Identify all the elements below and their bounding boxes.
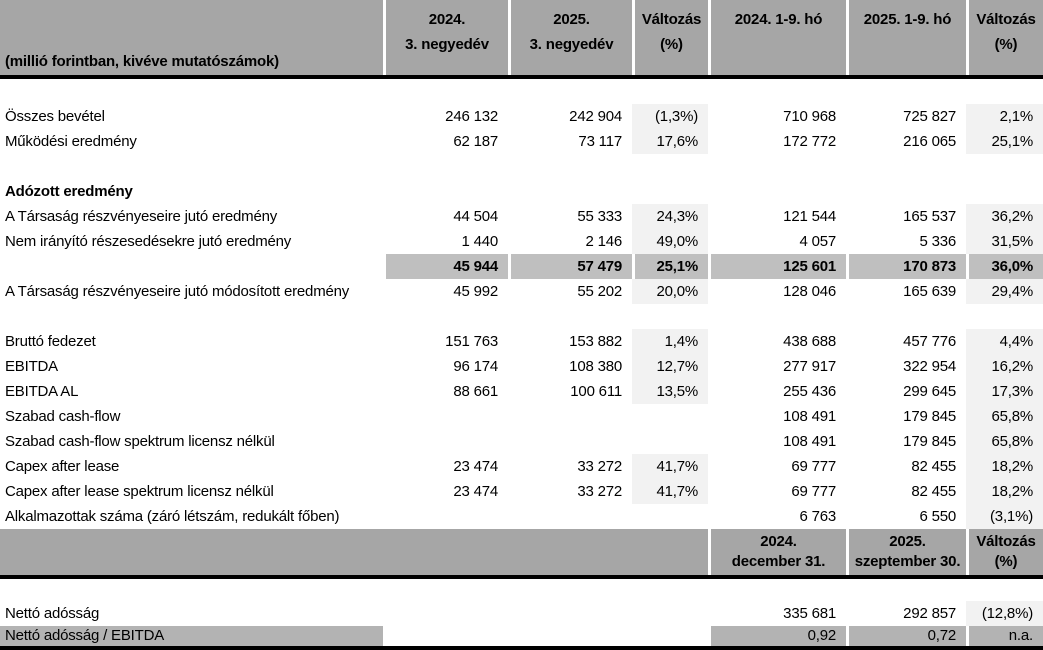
value-cell: n.a. <box>966 626 1043 646</box>
value-cell: 335 681 <box>783 605 836 622</box>
value-cell: 6 550 <box>919 508 956 525</box>
value-cell: (12,8%) <box>966 601 1043 626</box>
value-cell: 65,8% <box>966 404 1043 429</box>
value-cell: 108 380 <box>569 358 622 375</box>
value-cell: 82 455 <box>911 458 956 475</box>
column-header-2024-dec31 <box>708 529 846 575</box>
table-row <box>0 204 1043 229</box>
value-cell: 1 440 <box>461 233 498 250</box>
column-header-2025-sep30 <box>846 529 966 575</box>
table-row <box>0 626 1043 646</box>
value-cell: 69 777 <box>791 483 836 500</box>
value-cell: 57 479 <box>508 254 632 279</box>
row-label: Capex after lease spektrum licensz nélkül <box>5 483 274 500</box>
column-header-2024-q3 <box>383 0 508 75</box>
value-cell: 179 845 <box>903 433 956 450</box>
table-body-debt <box>0 579 1043 646</box>
header-line-2: (%) <box>994 36 1018 53</box>
value-cell: 41,7% <box>632 479 708 504</box>
row-label: Nettó adósság / EBITDA <box>0 626 383 646</box>
header-line-1: 2025. 1-9. hó <box>863 11 952 28</box>
value-cell: 170 873 <box>846 254 966 279</box>
value-cell: 17,3% <box>966 379 1043 404</box>
header-line-1: 2024. 1-9. hó <box>734 11 823 28</box>
header-line-2: szeptember 30. <box>854 553 961 570</box>
value-cell: 36,2% <box>966 204 1043 229</box>
value-cell: 20,0% <box>632 279 708 304</box>
value-cell: 165 537 <box>903 208 956 225</box>
value-cell: 41,7% <box>632 454 708 479</box>
value-cell: 322 954 <box>903 358 956 375</box>
value-cell: 125 601 <box>708 254 846 279</box>
value-cell: 29,4% <box>966 279 1043 304</box>
value-cell: 12,7% <box>632 354 708 379</box>
value-cell: 299 645 <box>903 383 956 400</box>
value-cell: 151 763 <box>445 333 498 350</box>
header-line-1: 2025. <box>553 11 590 28</box>
column-header-2024-9m <box>708 0 846 75</box>
value-cell: (3,1%) <box>966 504 1043 529</box>
header-line-1: 2024. <box>760 533 797 550</box>
table-row <box>0 229 1043 254</box>
value-cell: 31,5% <box>966 229 1043 254</box>
value-cell: 216 065 <box>903 133 956 150</box>
table-header-quarterly <box>0 0 1043 75</box>
value-cell: 179 845 <box>903 408 956 425</box>
value-cell: 23 474 <box>453 458 498 475</box>
row-label: A Társaság részvényeseire jutó módosított eredmény <box>5 283 350 300</box>
value-cell: 246 132 <box>445 108 498 125</box>
value-cell: 55 333 <box>577 208 622 225</box>
value-cell: 24,3% <box>632 204 708 229</box>
value-cell: 23 474 <box>453 483 498 500</box>
value-cell: 65,8% <box>966 429 1043 454</box>
header-line-1: Változás <box>976 533 1036 550</box>
value-cell: 0,92 <box>708 626 846 646</box>
table-row <box>0 329 1043 354</box>
value-cell: (1,3%) <box>632 104 708 129</box>
value-cell: 44 504 <box>453 208 498 225</box>
row-label: Alkalmazottak száma (záró létszám, redukált főben) <box>5 508 340 525</box>
value-cell: 108 491 <box>783 433 836 450</box>
value-cell: 73 117 <box>578 133 622 150</box>
table-row <box>0 179 1043 204</box>
value-cell: 4,4% <box>966 329 1043 354</box>
row-label: EBITDA AL <box>5 383 79 400</box>
value-cell: 165 639 <box>903 283 956 300</box>
value-cell: 725 827 <box>903 108 956 125</box>
row-label: Nem irányító részesedésekre jutó eredmény <box>5 233 292 250</box>
header-line-2: 3. negyedév <box>405 36 489 53</box>
row-label: Nettó adósság <box>5 605 100 622</box>
header-line-2: (%) <box>660 36 683 53</box>
value-cell: 153 882 <box>569 333 622 350</box>
value-cell: 25,1% <box>632 254 708 279</box>
table-row <box>0 154 1043 179</box>
table-row <box>0 479 1043 504</box>
value-cell: 108 491 <box>783 408 836 425</box>
value-cell: 55 202 <box>577 283 622 300</box>
column-header-change-balance <box>966 529 1043 575</box>
row-label: Capex after lease <box>5 458 120 475</box>
row-label: Összes bevétel <box>5 108 105 125</box>
value-cell: 292 857 <box>903 605 956 622</box>
value-cell: 100 611 <box>570 383 622 400</box>
value-cell: 69 777 <box>791 458 836 475</box>
value-cell: 2,1% <box>966 104 1043 129</box>
table-row <box>0 404 1043 429</box>
value-cell: 5 336 <box>919 233 956 250</box>
column-header-2025-q3 <box>508 0 632 75</box>
value-cell: 172 772 <box>783 133 836 150</box>
value-cell: 88 661 <box>453 383 498 400</box>
table-row <box>0 429 1043 454</box>
table-row <box>0 79 1043 104</box>
table-row <box>0 104 1043 129</box>
table-row <box>0 454 1043 479</box>
value-cell: 6 763 <box>799 508 836 525</box>
header-line-1: 2025. <box>889 533 926 550</box>
table-row <box>0 354 1043 379</box>
row-label: Szabad cash-flow spektrum licensz nélkül <box>5 433 275 450</box>
table-bottom-rule <box>0 646 1043 650</box>
table-header-balance-dates <box>0 529 1043 575</box>
table-row <box>0 279 1043 304</box>
header-line-2: 3. negyedév <box>529 36 614 53</box>
value-cell: 457 776 <box>903 333 956 350</box>
table-row <box>0 504 1043 529</box>
value-cell: 36,0% <box>966 254 1043 279</box>
header-line-1: Változás <box>976 11 1036 28</box>
table-row <box>0 579 1043 601</box>
row-label: A Társaság részvényeseire jutó eredmény <box>5 208 278 225</box>
value-cell: 62 187 <box>453 133 498 150</box>
row-label: Bruttó fedezet <box>5 333 96 350</box>
value-cell: 1,4% <box>632 329 708 354</box>
header-line-1: Változás <box>641 11 702 28</box>
value-cell: 33 272 <box>577 458 622 475</box>
value-cell: 82 455 <box>911 483 956 500</box>
value-cell: 18,2% <box>966 454 1043 479</box>
value-cell: 128 046 <box>783 283 836 300</box>
value-cell: 45 944 <box>383 254 508 279</box>
row-label: Adózott eredmény <box>5 183 133 200</box>
value-cell: 255 436 <box>783 383 836 400</box>
table-body <box>0 79 1043 529</box>
value-cell: 33 272 <box>577 483 622 500</box>
table-row <box>0 601 1043 626</box>
value-cell: 2 146 <box>585 233 622 250</box>
value-cell: 49,0% <box>632 229 708 254</box>
value-cell: 13,5% <box>632 379 708 404</box>
value-cell: 121 544 <box>783 208 836 225</box>
value-cell: 710 968 <box>783 108 836 125</box>
header-line-2: (%) <box>994 553 1018 570</box>
value-cell: 25,1% <box>966 129 1043 154</box>
value-cell: 438 688 <box>783 333 836 350</box>
row-label: Szabad cash-flow <box>5 408 121 425</box>
value-cell: 277 917 <box>783 358 836 375</box>
row-label: Működési eredmény <box>5 133 137 150</box>
value-cell: 45 992 <box>453 283 498 300</box>
table-row <box>0 379 1043 404</box>
value-cell: 0,72 <box>846 626 966 646</box>
header-empty-cell <box>0 529 708 575</box>
header-line-2: december 31. <box>731 553 826 570</box>
value-cell: 96 174 <box>453 358 498 375</box>
column-header-change-9m <box>966 0 1043 75</box>
value-cell: 4 057 <box>799 233 836 250</box>
column-header-2025-9m <box>846 0 966 75</box>
table-row <box>0 254 1043 279</box>
column-header-change-quarterly <box>632 0 708 75</box>
unit-note: (millió forintban, kivéve mutatószámok) <box>5 53 279 70</box>
value-cell: 18,2% <box>966 479 1043 504</box>
value-cell: 17,6% <box>632 129 708 154</box>
row-label: EBITDA <box>5 358 58 375</box>
table-row <box>0 129 1043 154</box>
value-cell: 242 904 <box>569 108 622 125</box>
header-line-1: 2024. <box>428 11 466 28</box>
value-cell: 16,2% <box>966 354 1043 379</box>
table-row <box>0 304 1043 329</box>
